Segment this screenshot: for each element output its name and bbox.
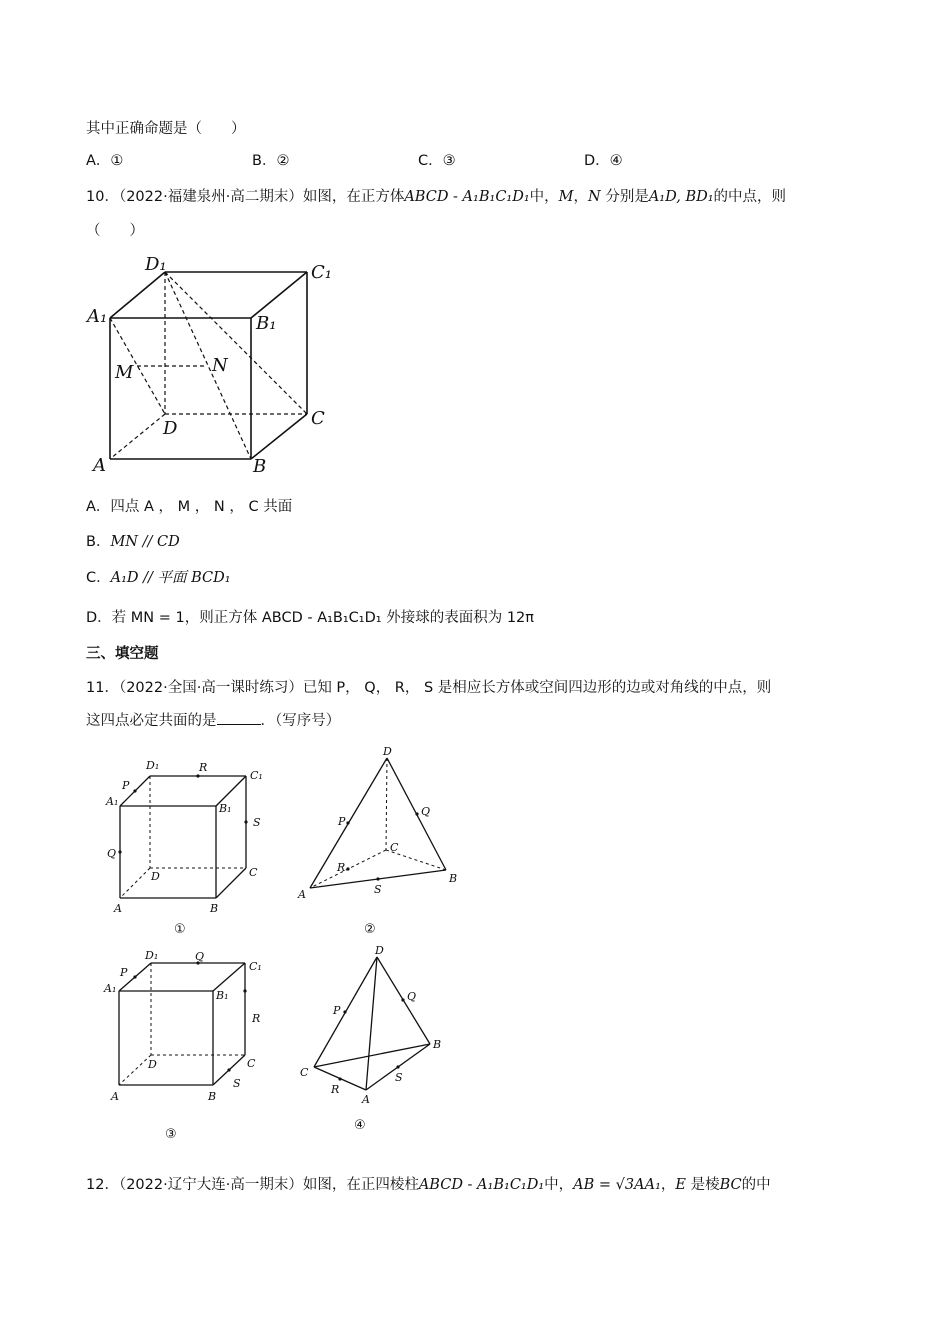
prev-option-b[interactable]: B．② [252, 153, 290, 169]
q12-stem: 12．（2022·辽宁大连·高一期末）如图，在正四棱柱ABCD - A₁B₁C₁D₁中，AB = √3AA₁，E 是棱BC的中 [86, 1177, 771, 1193]
label-C: C [311, 408, 325, 429]
label-N: N [212, 355, 228, 376]
fig4-label-P: P [333, 1004, 341, 1017]
q10-stem: 10．（2022·福建泉州·高二期末）如图，在正方体ABCD - A₁B₁C₁D₁中，M，N 分别是A₁D, BD₁的中点，则 [86, 189, 787, 205]
q10-paren: （ ） [86, 223, 144, 239]
q11-answer-blank[interactable] [217, 710, 261, 725]
q11-stem-line1: 11．（2022·全国·高一课时练习）已知 P， Q， R， S 是相应长方体或空间四边形的边或对角线的中点，则 [86, 680, 772, 696]
label-C1: C₁ [311, 262, 332, 283]
fig3-caption: ③ [165, 1127, 177, 1142]
fig2-label-D: D [383, 745, 392, 758]
q11-figure-4 [290, 940, 470, 1140]
q11-number: 11． [86, 680, 119, 696]
fig3-label-C1: C₁ [249, 960, 262, 973]
fig1-label-A: A [114, 902, 122, 915]
fig3-label-P: P [120, 966, 128, 979]
fig3-label-B: B [208, 1090, 217, 1103]
q10-option-d[interactable]: D．若 MN = 1，则正方体 ABCD - A₁B₁C₁D₁ 外接球的表面积为 12π [86, 610, 534, 626]
label-B: B [253, 456, 267, 477]
fig3-label-R: R [252, 1012, 261, 1025]
prev-option-d[interactable]: D．④ [584, 153, 623, 169]
fig4-label-Q: Q [407, 990, 417, 1003]
fig3-label-B1: B₁ [216, 989, 229, 1002]
fig3-label-D: D [148, 1058, 157, 1071]
fig2-label-R: R [337, 861, 346, 874]
fig3-label-C: C [247, 1057, 256, 1070]
fig1-label-B: B [210, 902, 219, 915]
fig1-label-A1: A₁ [106, 795, 119, 808]
fig4-label-S: S [395, 1071, 403, 1084]
fig1-label-D1: D₁ [146, 759, 160, 772]
fig1-caption: ① [174, 922, 186, 937]
q10-cube-figure [85, 250, 345, 480]
prev-option-a[interactable]: A．① [86, 153, 124, 169]
label-M: M [115, 362, 134, 383]
q10-segments: A₁D, BD₁ [648, 189, 714, 205]
q10-option-a[interactable]: A．四点 A ， M ， N ， C 共面 [86, 499, 293, 515]
fig2-label-S: S [374, 883, 382, 896]
fig4-label-R: R [331, 1083, 340, 1096]
fig2-label-P: P [338, 815, 346, 828]
fig2-caption: ② [364, 922, 376, 937]
fig1-label-S: S [253, 816, 261, 829]
fig2-label-A: A [298, 888, 306, 901]
q11-stem-line2: 这四点必定共面的是 ．（写序号） [86, 709, 340, 730]
q10-option-b[interactable]: B．MN // CD [86, 534, 180, 550]
fig4-label-B: B [433, 1038, 442, 1051]
label-D1: D₁ [145, 254, 167, 275]
fig4-caption: ④ [354, 1118, 366, 1133]
fig1-label-D: D [151, 870, 160, 883]
label-A1: A₁ [87, 306, 108, 327]
fig3-label-D1: D₁ [145, 949, 159, 962]
prev-stem-tail: 其中正确命题是（ ） [86, 121, 246, 137]
fig1-label-B1: B₁ [219, 802, 232, 815]
fig1-label-C: C [249, 866, 258, 879]
fig2-label-C: C [390, 841, 399, 854]
q11-figure-1 [100, 752, 280, 942]
q11-source: （2022·全国·高一课时练习） [118, 680, 303, 696]
q12-source: （2022·辽宁大连·高一期末） [118, 1177, 303, 1193]
fig3-label-Q: Q [195, 950, 205, 963]
label-D: D [163, 418, 178, 439]
fig4-label-C: C [300, 1066, 309, 1079]
prev-option-c[interactable]: C．③ [418, 153, 456, 169]
fig2-label-B: B [449, 872, 458, 885]
q10-option-c[interactable]: C．A₁D // 平面 BCD₁ [86, 570, 231, 586]
q10-source: （2022·福建泉州·高二期末） [118, 189, 303, 205]
fig4-label-A: A [362, 1093, 370, 1106]
fig3-label-S: S [233, 1077, 241, 1090]
fig3-label-A: A [111, 1090, 119, 1103]
fig3-label-A1: A₁ [104, 982, 117, 995]
fig2-label-Q: Q [421, 805, 431, 818]
q12-relation: AB = √3AA₁ [573, 1177, 661, 1193]
q11-figure-3 [97, 945, 277, 1145]
fig1-label-P: P [122, 779, 130, 792]
label-A: A [93, 455, 106, 476]
fig4-label-D: D [375, 944, 384, 957]
fig1-label-R: R [199, 761, 208, 774]
fig1-label-Q: Q [107, 847, 117, 860]
q10-solid: ABCD - A₁B₁C₁D₁ [404, 189, 530, 205]
q11-figure-2 [290, 742, 470, 942]
fig1-label-C1: C₁ [250, 769, 263, 782]
q12-solid: ABCD - A₁B₁C₁D₁ [418, 1177, 545, 1193]
q12-number: 12． [86, 1177, 119, 1193]
q10-number: 10． [86, 189, 119, 205]
label-B1: B₁ [256, 313, 277, 334]
section-title: 三、填空题 [86, 646, 159, 662]
